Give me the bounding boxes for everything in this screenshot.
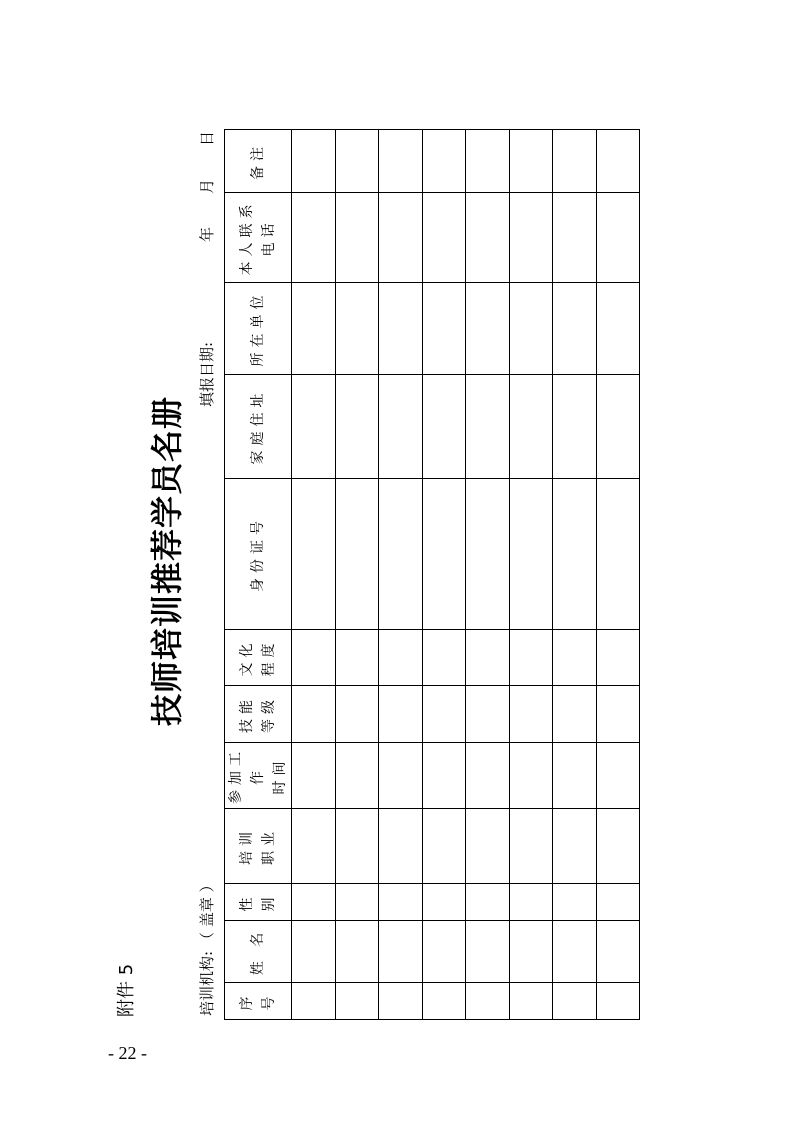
table-cell[interactable] bbox=[466, 921, 510, 983]
table-cell[interactable] bbox=[379, 809, 423, 884]
table-cell[interactable] bbox=[379, 686, 423, 743]
table-cell[interactable] bbox=[553, 884, 597, 921]
table-cell[interactable] bbox=[292, 630, 336, 686]
table-cell[interactable] bbox=[292, 283, 336, 375]
table-cell[interactable] bbox=[509, 809, 553, 884]
table-cell[interactable] bbox=[422, 983, 466, 1020]
table-cell[interactable] bbox=[596, 884, 640, 921]
table-cell[interactable] bbox=[509, 193, 553, 283]
table-cell[interactable] bbox=[335, 809, 379, 884]
table-cell[interactable] bbox=[379, 921, 423, 983]
table-cell[interactable] bbox=[553, 983, 597, 1020]
table-cell[interactable] bbox=[596, 283, 640, 375]
table-cell[interactable] bbox=[596, 809, 640, 884]
table-cell[interactable] bbox=[292, 130, 336, 193]
table-row bbox=[422, 130, 466, 1020]
table-cell[interactable] bbox=[422, 884, 466, 921]
table-cell[interactable] bbox=[509, 884, 553, 921]
table-cell[interactable] bbox=[553, 630, 597, 686]
header-skill-level: 技能 等级 bbox=[225, 686, 292, 743]
table-cell[interactable] bbox=[422, 630, 466, 686]
table-cell[interactable] bbox=[422, 921, 466, 983]
header-seq: 序 号 bbox=[225, 983, 292, 1020]
table-row bbox=[379, 130, 423, 1020]
table-cell[interactable] bbox=[422, 193, 466, 283]
table-cell[interactable] bbox=[422, 375, 466, 479]
table-cell[interactable] bbox=[466, 809, 510, 884]
table-cell[interactable] bbox=[596, 193, 640, 283]
table-cell[interactable] bbox=[466, 743, 510, 809]
table-cell[interactable] bbox=[335, 743, 379, 809]
table-cell[interactable] bbox=[292, 809, 336, 884]
table-cell[interactable] bbox=[553, 743, 597, 809]
header-training-occupation: 培训 职业 bbox=[225, 809, 292, 884]
header-name: 姓 名 bbox=[225, 921, 292, 983]
table-cell[interactable] bbox=[596, 479, 640, 630]
header-education: 文化 程度 bbox=[225, 630, 292, 686]
table-cell[interactable] bbox=[553, 193, 597, 283]
table-row bbox=[509, 130, 553, 1020]
header-id-number: 身份证号 bbox=[225, 479, 292, 630]
table-cell[interactable] bbox=[509, 630, 553, 686]
table-cell[interactable] bbox=[292, 743, 336, 809]
table-cell[interactable] bbox=[335, 884, 379, 921]
date-year-unit: 年 bbox=[198, 226, 216, 242]
header-phone: 本人联系 电话 bbox=[225, 193, 292, 283]
table-cell[interactable] bbox=[509, 283, 553, 375]
table-cell[interactable] bbox=[466, 283, 510, 375]
table-cell[interactable] bbox=[596, 630, 640, 686]
form-title: 技师培训推荐学员名册 bbox=[148, 396, 186, 727]
attachment-label: 附件 5 bbox=[116, 963, 137, 1017]
table-cell[interactable] bbox=[509, 686, 553, 743]
training-org-label: 培训机构: bbox=[198, 950, 216, 1016]
table-cell[interactable] bbox=[466, 375, 510, 479]
seal-note: （ 盖章 ） bbox=[198, 877, 216, 947]
table-cell[interactable] bbox=[553, 375, 597, 479]
table-cell[interactable] bbox=[292, 983, 336, 1020]
roster-table bbox=[224, 129, 640, 1020]
table-cell[interactable] bbox=[422, 130, 466, 193]
table-cell[interactable] bbox=[509, 130, 553, 193]
table-cell[interactable] bbox=[292, 479, 336, 630]
table-cell[interactable] bbox=[379, 283, 423, 375]
table-cell[interactable] bbox=[466, 193, 510, 283]
table-cell[interactable] bbox=[553, 130, 597, 193]
table-row bbox=[553, 130, 597, 1020]
table-cell[interactable] bbox=[553, 283, 597, 375]
roster-body bbox=[292, 130, 640, 1020]
table-row bbox=[466, 130, 510, 1020]
table-cell[interactable] bbox=[596, 686, 640, 743]
table-cell[interactable] bbox=[553, 686, 597, 743]
table-cell[interactable] bbox=[596, 130, 640, 193]
table-cell[interactable] bbox=[466, 686, 510, 743]
table-cell[interactable] bbox=[422, 809, 466, 884]
table-cell[interactable] bbox=[596, 921, 640, 983]
date-day-unit: 日 bbox=[198, 130, 216, 146]
table-cell[interactable] bbox=[553, 809, 597, 884]
table-row bbox=[292, 130, 336, 1020]
table-row bbox=[596, 130, 640, 1020]
table-cell[interactable] bbox=[553, 921, 597, 983]
table-row bbox=[335, 130, 379, 1020]
header-work-start-time: 参加工作 时间 bbox=[225, 743, 292, 809]
table-cell[interactable] bbox=[596, 743, 640, 809]
table-cell[interactable] bbox=[292, 884, 336, 921]
table-cell[interactable] bbox=[292, 193, 336, 283]
fill-date-label: 填报日期: bbox=[198, 341, 216, 407]
table-cell[interactable] bbox=[596, 375, 640, 479]
table-cell[interactable] bbox=[379, 743, 423, 809]
table-cell[interactable] bbox=[422, 479, 466, 630]
table-cell[interactable] bbox=[422, 686, 466, 743]
header-remarks: 备注 bbox=[225, 130, 292, 193]
table-cell[interactable] bbox=[509, 479, 553, 630]
table-cell[interactable] bbox=[292, 375, 336, 479]
table-cell[interactable] bbox=[379, 479, 423, 630]
table-cell[interactable] bbox=[422, 743, 466, 809]
table-cell[interactable] bbox=[335, 983, 379, 1020]
table-cell[interactable] bbox=[335, 375, 379, 479]
table-cell[interactable] bbox=[335, 130, 379, 193]
table-cell[interactable] bbox=[335, 479, 379, 630]
table-cell[interactable] bbox=[466, 479, 510, 630]
table-cell[interactable] bbox=[509, 743, 553, 809]
table-cell[interactable] bbox=[466, 884, 510, 921]
training-org-line bbox=[196, 877, 217, 1016]
table-cell[interactable] bbox=[509, 983, 553, 1020]
table-cell[interactable] bbox=[596, 983, 640, 1020]
table-cell[interactable] bbox=[335, 686, 379, 743]
date-month-unit: 月 bbox=[198, 178, 216, 194]
table-cell[interactable] bbox=[509, 375, 553, 479]
header-employer: 所在单位 bbox=[225, 283, 292, 375]
table-cell[interactable] bbox=[379, 630, 423, 686]
table-cell[interactable] bbox=[379, 983, 423, 1020]
table-cell[interactable] bbox=[466, 630, 510, 686]
table-cell[interactable] bbox=[335, 193, 379, 283]
page-number: - 22 - bbox=[108, 1043, 147, 1063]
table-cell[interactable] bbox=[292, 921, 336, 983]
table-cell[interactable] bbox=[379, 884, 423, 921]
table-cell[interactable] bbox=[509, 921, 553, 983]
table-cell[interactable] bbox=[553, 479, 597, 630]
table-cell[interactable] bbox=[335, 921, 379, 983]
table-cell[interactable] bbox=[466, 983, 510, 1020]
header-row bbox=[225, 130, 292, 1020]
table-cell[interactable] bbox=[379, 193, 423, 283]
table-cell[interactable] bbox=[335, 283, 379, 375]
table-cell[interactable] bbox=[379, 130, 423, 193]
header-home-address: 家庭住址 bbox=[225, 375, 292, 479]
table-cell[interactable] bbox=[292, 686, 336, 743]
table-cell[interactable] bbox=[379, 375, 423, 479]
table-cell[interactable] bbox=[335, 630, 379, 686]
table-cell[interactable] bbox=[466, 130, 510, 193]
header-gender: 性 别 bbox=[225, 884, 292, 921]
table-cell[interactable] bbox=[422, 283, 466, 375]
